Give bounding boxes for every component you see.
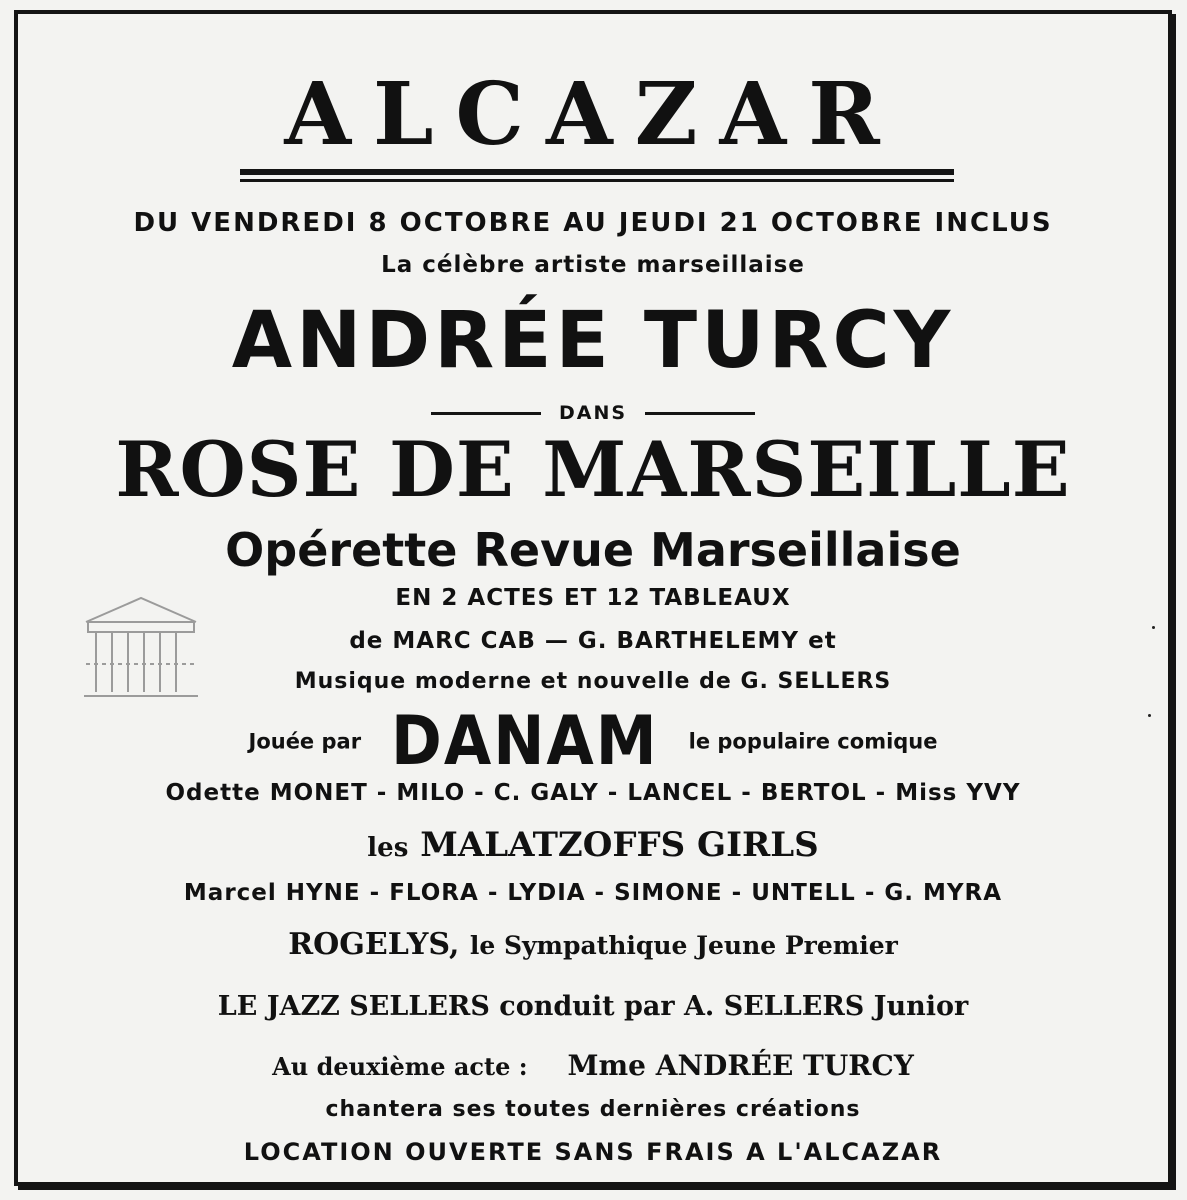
show-genre: Opérette Revue Marseillaise: [225, 523, 961, 577]
dans-label: DANS: [558, 402, 628, 424]
title-underline-thick: [240, 169, 954, 175]
ad-border: [14, 10, 1172, 1186]
act2-row: [18, 1049, 1168, 1082]
girls-row: [18, 825, 1168, 865]
title-underline-thin: [240, 179, 954, 182]
act2-label: Au deuxième acte :: [272, 1052, 528, 1081]
booking-info: LOCATION OUVERTE SANS FRAIS A L'ALCAZAR: [243, 1138, 943, 1166]
jazz-name: LE JAZZ SELLERS: [217, 991, 490, 1022]
divider-left-rule: [431, 412, 541, 415]
artist-tagline: La célèbre artiste marseillaise: [381, 252, 805, 278]
lead-description: le Sympathique Jeune Premier: [469, 931, 898, 960]
venue-title: ALCAZAR: [284, 64, 902, 165]
comic-name: DANAM: [391, 702, 659, 781]
print-speck: [1152, 626, 1155, 629]
show-acts: EN 2 ACTES ET 12 TABLEAUX: [395, 585, 791, 611]
cast-line-1: Odette MONET - MILO - C. GALY - LANCEL - BERTOL - Miss YVY: [165, 780, 1021, 806]
comic-row: [18, 702, 1168, 788]
run-dates: DU VENDREDI 8 OCTOBRE AU JEUDI 21 OCTOBRE INCLUS: [133, 208, 1053, 238]
ad-content: [18, 14, 1168, 1182]
act2-description: chantera ses toutes dernières créations: [325, 1097, 861, 1122]
played-by-label: Jouée par: [248, 729, 362, 754]
star-name: ANDRÉE TURCY: [231, 296, 955, 386]
show-authors: de MARC CAB — G. BARTHELEMY et: [349, 628, 837, 654]
divider-right-rule: [645, 412, 755, 415]
jazz-row: [18, 993, 1168, 1020]
jazz-description: conduit par A. SELLERS Junior: [499, 991, 969, 1022]
print-speck: [1148, 714, 1151, 717]
girls-article: les: [367, 833, 409, 863]
show-music: Musique moderne et nouvelle de G. SELLERS: [294, 669, 892, 694]
girls-name: MALATZOFFS GIRLS: [420, 825, 819, 865]
lead-name: ROGELYS,: [288, 927, 460, 962]
act2-singer: Mme ANDRÉE TURCY: [567, 1049, 914, 1082]
building-stamp-icon: [76, 592, 206, 704]
show-title: ROSE DE MARSEILLE: [115, 425, 1071, 514]
cast-line-2: Marcel HYNE - FLORA - LYDIA - SIMONE - UNTELL - G. MYRA: [183, 880, 1003, 906]
dans-divider: [18, 404, 1168, 423]
lead-row: [18, 927, 1168, 962]
comic-description: le populaire comique: [688, 729, 938, 754]
